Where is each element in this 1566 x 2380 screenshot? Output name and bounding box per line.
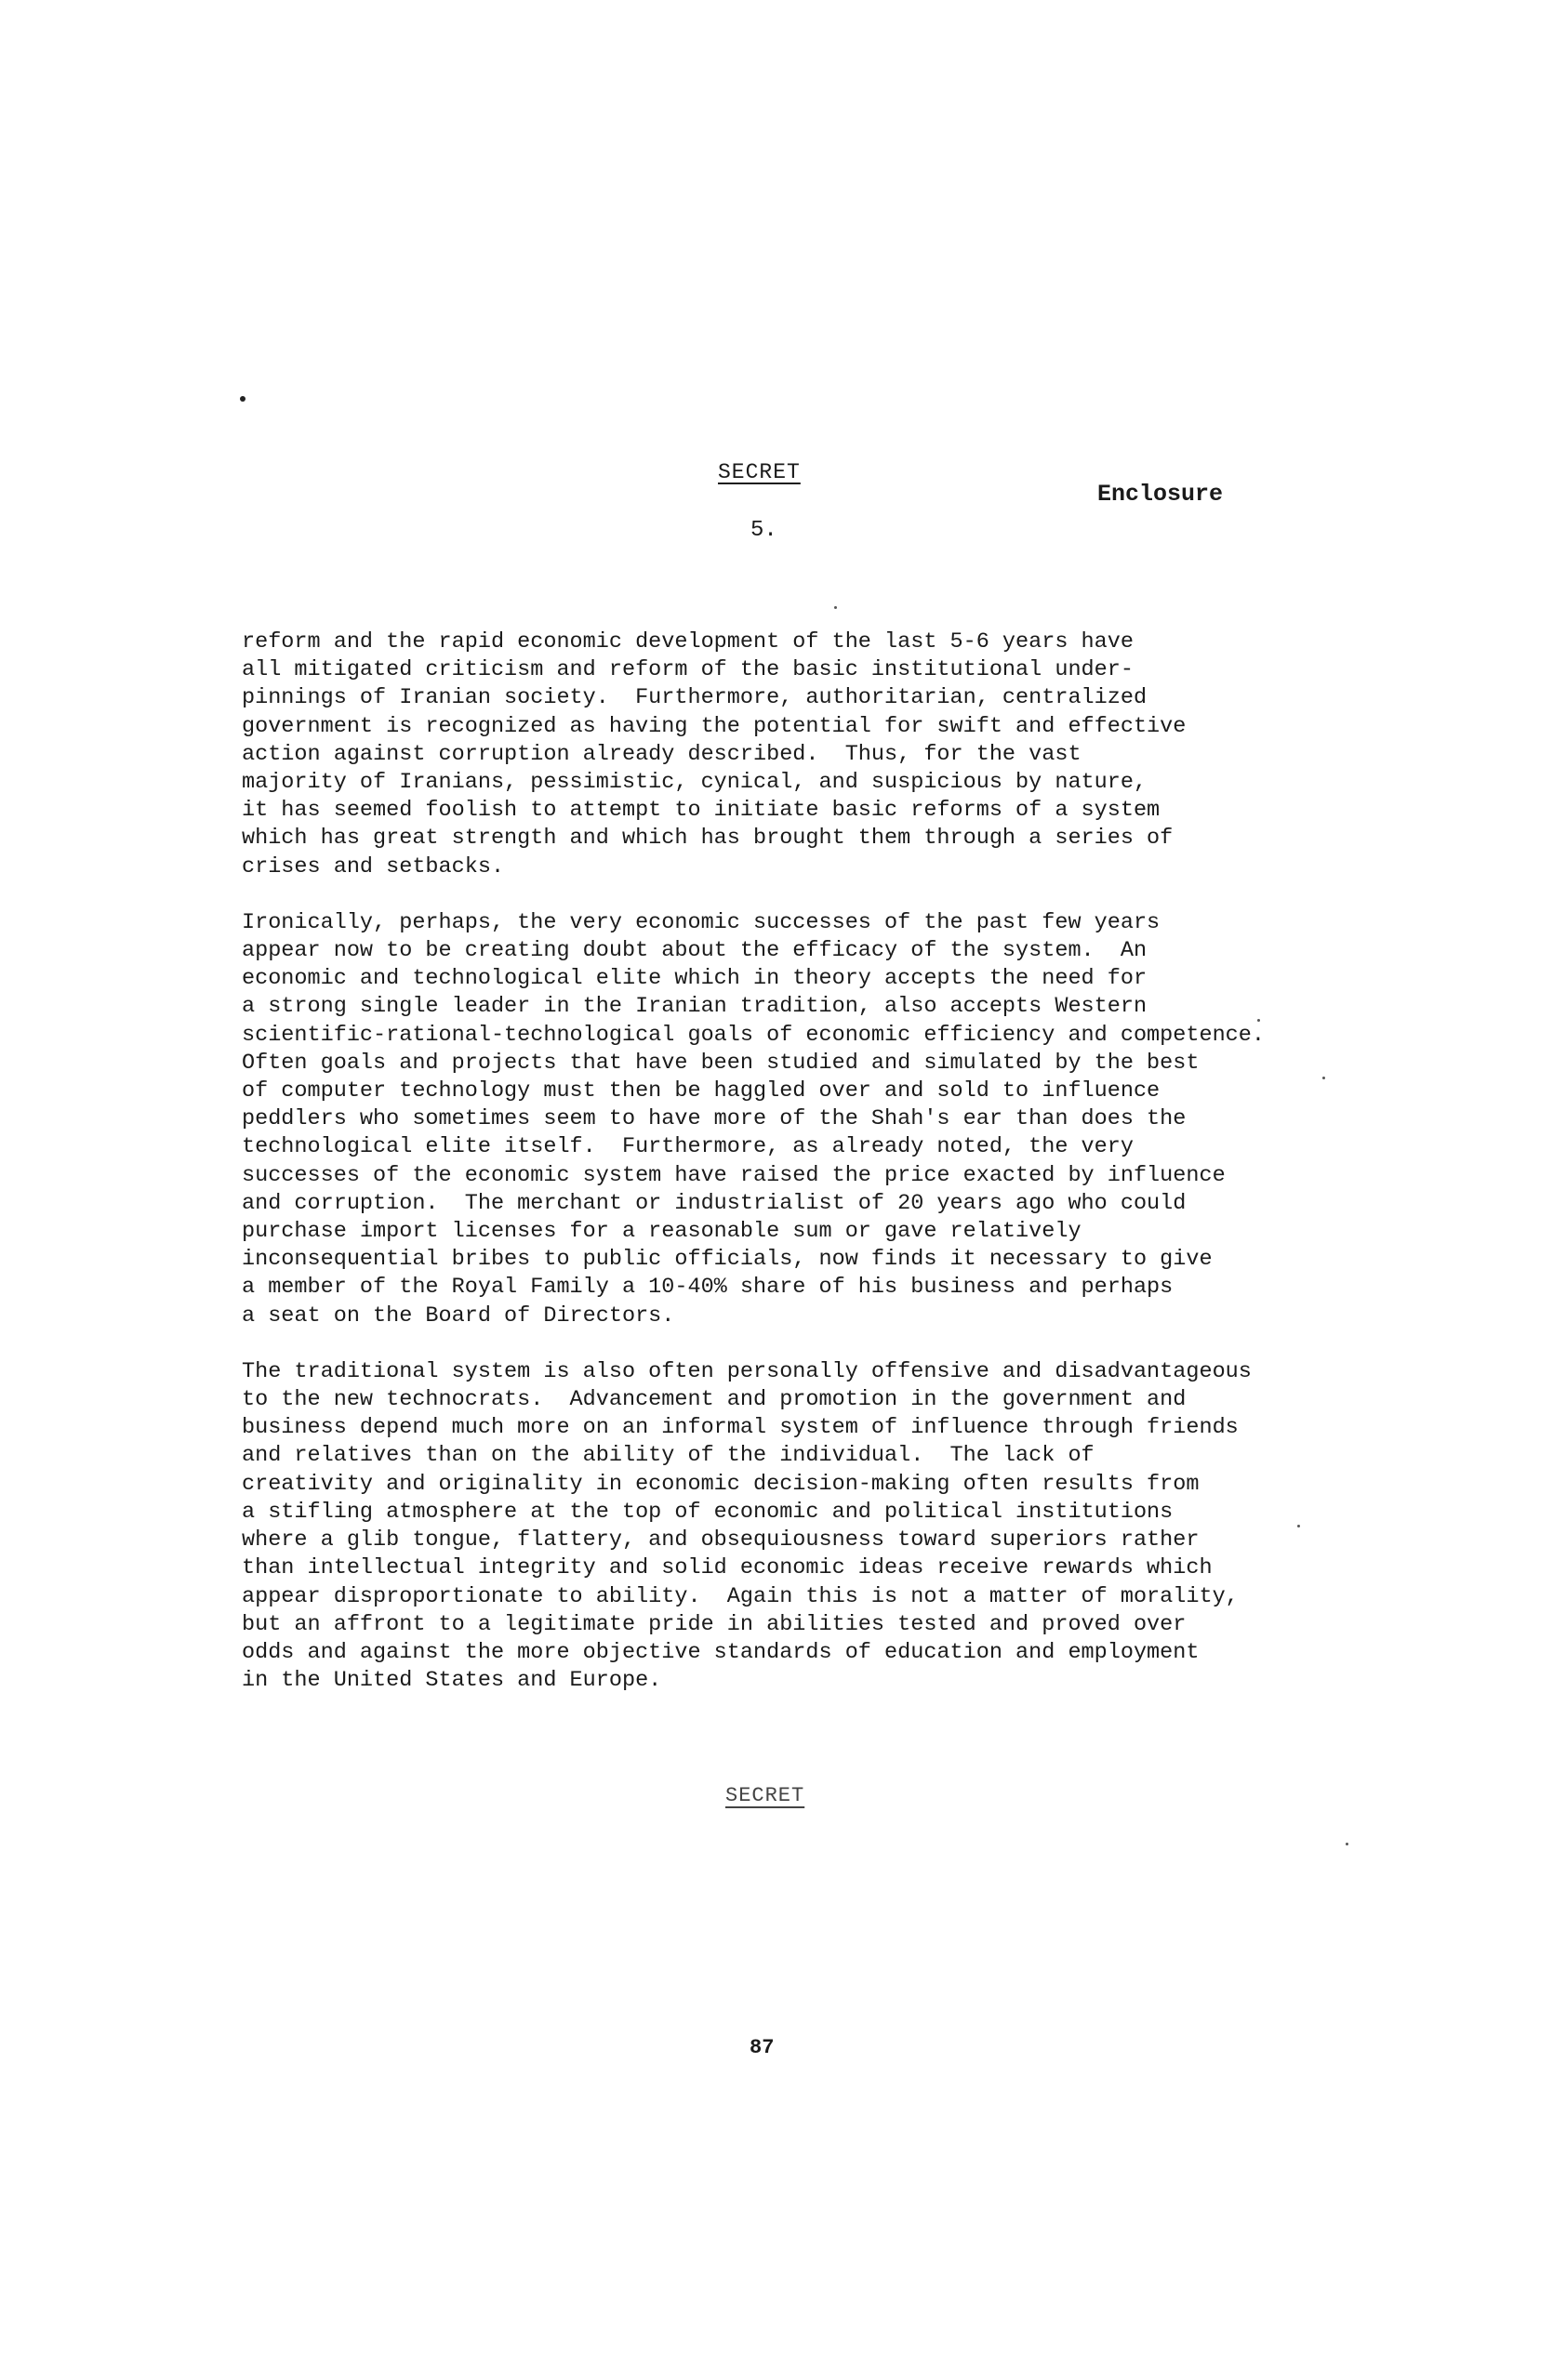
paragraph-2: Ironically, perhaps, the very economic successes of the past few years appear now to be creating doubt about the efficacy of the system. An economic and technological elite which in theory accepts the need for a strong single leader in the Iranian tradition, also accepts Western scientific-rational-technological goals of economic efficiency and competence. Often goals and projects that have been studied and simulated by the best of computer technology must then be haggled over and sold to influence peddlers who sometimes seem to have more of the Shah's ear than does the technological elite itself. Furthermore, as already noted, the very successes of the economic system have raised the price exacted by influence and corruption. The merchant or industrialist of 20 years ago who could purchase import licenses for a reasonable sum or gave relatively inconsequential bribes to public officials, now finds it necessary to give a member of the Royal Family a 10-40% share of his business and perhaps a seat on the Board of Directors. xyxy=(242,909,1265,1329)
stray-mark xyxy=(240,396,246,402)
paragraph-3: The traditional system is also often personally offensive and disadvantageous to the new technocrats. Advancement and promotion in the government and business depend much more on an informal system of influence through friends and relatives than on the ability of the individual. The lack of creativity and originality in economic decision-making often results from a stifling atmosphere at the top of economic and political institutions where a glib tongue, flattery, and obsequiousness toward superiors rather than intellectual integrity and solid economic ideas receive rewards which appear disproportionate to ability. Again this is not a matter of morality, but an affront to a legitimate pride in abilities tested and proved over odds and against the more objective standards of education and employment in the United States and Europe. xyxy=(242,1358,1252,1694)
section-page-number: 5. xyxy=(750,518,777,543)
classification-footer: SECRET xyxy=(725,1784,805,1807)
scan-speck xyxy=(1257,1019,1260,1022)
paragraph-1: reform and the rapid economic development of the last 5-6 years have all mitigated criticism and reform of the basic institutional under- pinnings of Iranian society. Furthermore, authoritarian, centralized government is recognized as having the potential for swift and effective action against corruption already described. Thus, for the vast majority of Iranians, pessimistic, cynical, and suspicious by nature, it has seemed foolish to attempt to initiate basic reforms of a system which has great strength and which has brought them through a series of crises and setbacks. xyxy=(242,629,1187,879)
enclosure-label: Enclosure xyxy=(1097,481,1224,508)
page-number: 87 xyxy=(750,2036,775,2059)
scan-speck xyxy=(834,606,837,609)
body-text xyxy=(242,628,1358,1723)
classification-header: SECRET xyxy=(718,460,801,484)
scan-speck xyxy=(1346,1843,1348,1845)
scan-speck xyxy=(1322,1077,1325,1079)
scan-speck xyxy=(1297,1525,1300,1527)
